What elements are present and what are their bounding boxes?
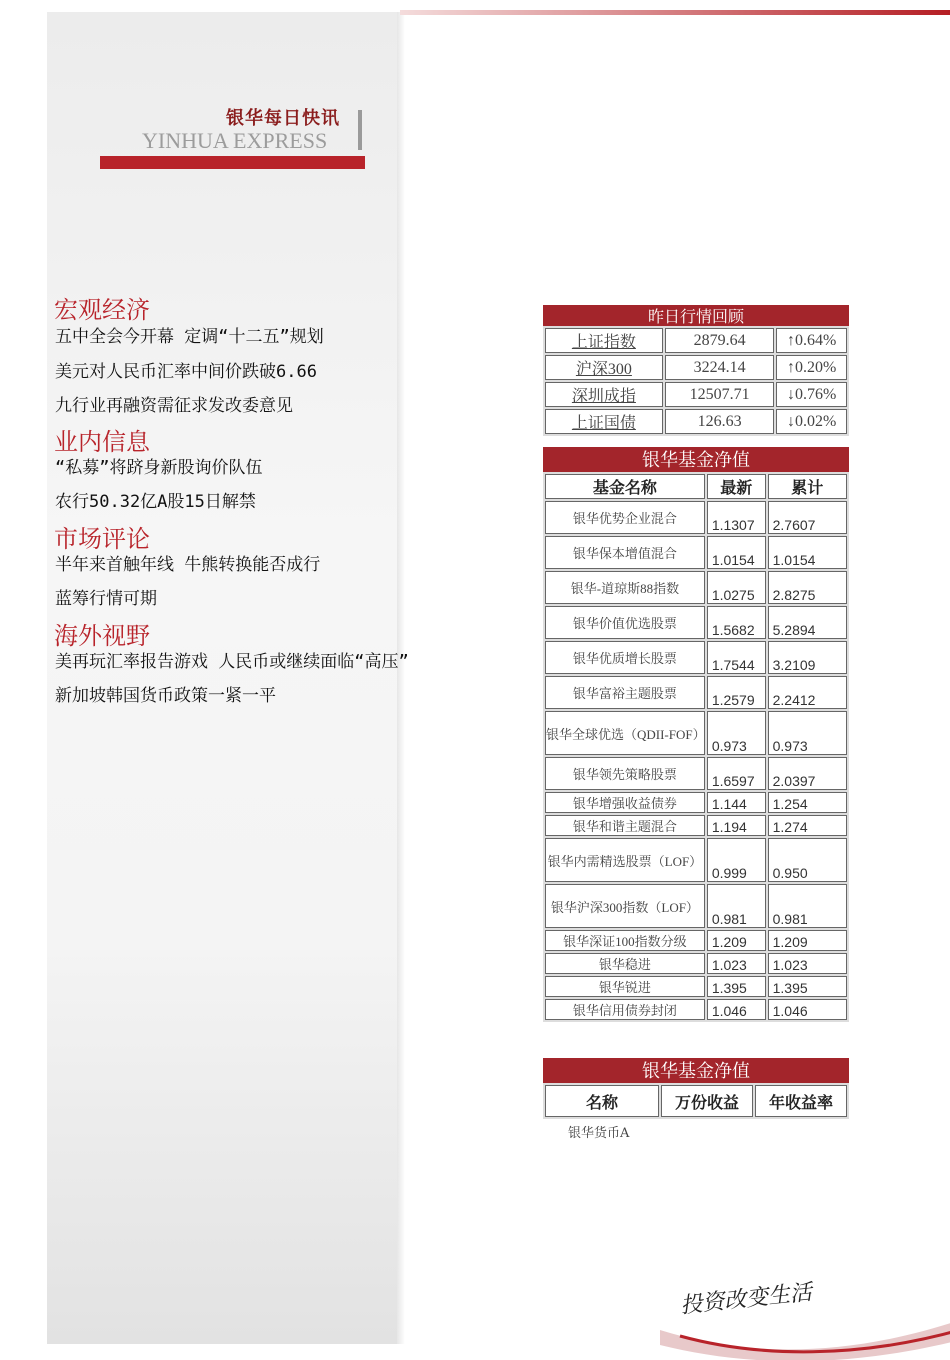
footer-slogan: 投资改变生活 — [679, 1280, 814, 1319]
fund-total: 0.973 — [768, 711, 847, 755]
table-row — [545, 884, 847, 928]
table-row — [545, 838, 847, 882]
fund-latest: 1.5682 — [707, 606, 766, 639]
fund-total: 2.7607 — [768, 501, 847, 534]
column-header: 最新 — [707, 474, 766, 499]
fund-total: 1.0154 — [768, 536, 847, 569]
news-category: 市场评论 — [54, 525, 150, 553]
fund-latest: 0.981 — [707, 884, 766, 928]
fund-name: 银华稳进 — [545, 953, 705, 974]
fund-total: 1.395 — [768, 976, 847, 997]
brand-red-bar — [100, 156, 365, 169]
fund-total: 3.2109 — [768, 641, 847, 674]
news-link[interactable]: 五中全会今开幕 定调“十二五”规划 — [55, 327, 324, 347]
table-row — [545, 606, 847, 639]
market-value: 2879.64 — [665, 328, 775, 353]
fund-latest: 1.144 — [707, 792, 766, 813]
fund-name: 银华保本增值混合 — [545, 536, 705, 569]
fund-total: 5.2894 — [768, 606, 847, 639]
fund-latest: 1.046 — [707, 999, 766, 1020]
table-row — [545, 641, 847, 674]
table-row — [545, 536, 847, 569]
column-header: 基金名称 — [545, 474, 705, 499]
fund-total: 2.8275 — [768, 571, 847, 604]
fund-name: 银华内需精选股票（LOF） — [545, 838, 705, 882]
market-table-title: 昨日行情回顾 — [543, 305, 849, 326]
market-value: 3224.14 — [665, 355, 775, 380]
table-row — [545, 953, 847, 974]
fund-total: 1.023 — [768, 953, 847, 974]
market-change: ↑0.20% — [776, 355, 847, 380]
brand-separator — [358, 110, 362, 150]
news-link[interactable]: “私募”将跻身新股询价队伍 — [55, 458, 263, 478]
table-row — [545, 711, 847, 755]
fund-name: 银华优势企业混合 — [545, 501, 705, 534]
fund-name: 银华深证100指数分级 — [545, 930, 705, 951]
news-link[interactable]: 新加坡韩国货币政策一紧一平 — [55, 686, 276, 706]
fund-name: 银华信用债券封闭 — [545, 999, 705, 1020]
fund-total: 1.046 — [768, 999, 847, 1020]
table-row — [545, 676, 847, 709]
news-link[interactable]: 蓝筹行情可期 — [55, 589, 157, 609]
fund-total: 0.981 — [768, 884, 847, 928]
market-change: ↓0.76% — [776, 382, 847, 407]
fund-name: 银华领先策略股票 — [545, 757, 705, 790]
fund-latest: 1.6597 — [707, 757, 766, 790]
fund-total: 1.254 — [768, 792, 847, 813]
column-header: 年收益率 — [755, 1085, 847, 1117]
table-row — [545, 328, 847, 353]
column-header: 万份收益 — [661, 1085, 753, 1117]
table-row — [545, 976, 847, 997]
table-row — [545, 815, 847, 836]
money-table-title: 银华基金净值 — [543, 1058, 849, 1083]
fund-table-title: 银华基金净值 — [543, 447, 849, 472]
money-fund-name: 银华货币A — [568, 1126, 630, 1141]
fund-latest: 1.395 — [707, 976, 766, 997]
column-header: 名称 — [545, 1085, 659, 1117]
fund-name: 银华富裕主题股票 — [545, 676, 705, 709]
table-row — [545, 355, 847, 380]
fund-name: 银华锐进 — [545, 976, 705, 997]
fund-latest: 1.7544 — [707, 641, 766, 674]
market-change: ↑0.64% — [776, 328, 847, 353]
fund-latest: 1.0154 — [707, 536, 766, 569]
fund-name: 银华优质增长股票 — [545, 641, 705, 674]
fund-latest: 0.999 — [707, 838, 766, 882]
column-header: 累计 — [768, 474, 847, 499]
news-category: 业内信息 — [54, 428, 150, 456]
news-link[interactable]: 美再玩汇率报告游戏 人民币或继续面临“高压” — [55, 652, 409, 672]
news-link[interactable]: 九行业再融资需征求发改委意见 — [55, 396, 293, 416]
fund-name: 银华-道琼斯88指数 — [545, 571, 705, 604]
fund-total: 2.2412 — [768, 676, 847, 709]
table-row — [545, 501, 847, 534]
fund-total: 0.950 — [768, 838, 847, 882]
fund-latest: 1.1307 — [707, 501, 766, 534]
fund-total: 1.274 — [768, 815, 847, 836]
market-name[interactable]: 上证指数 — [545, 328, 663, 353]
fund-name: 银华和谐主题混合 — [545, 815, 705, 836]
fund-name: 银华价值优选股票 — [545, 606, 705, 639]
fund-latest: 1.209 — [707, 930, 766, 951]
fund-latest: 0.973 — [707, 711, 766, 755]
news-category: 海外视野 — [54, 622, 150, 650]
fund-name: 银华全球优选（QDII-FOF） — [545, 711, 705, 755]
table-row — [545, 930, 847, 951]
panel-divider — [397, 12, 405, 1344]
fund-latest: 1.194 — [707, 815, 766, 836]
table-header-row — [545, 1085, 847, 1117]
brand-en: YINHUA EXPRESS — [142, 128, 328, 153]
news-link[interactable]: 农行50.32亿A股15日解禁 — [55, 492, 256, 512]
table-row — [545, 792, 847, 813]
table-row — [545, 382, 847, 407]
top-accent-line — [400, 10, 950, 15]
table-row — [545, 571, 847, 604]
market-change: ↓0.02% — [776, 409, 847, 434]
fund-latest: 1.2579 — [707, 676, 766, 709]
fund-name: 银华沪深300指数（LOF） — [545, 884, 705, 928]
news-link[interactable]: 美元对人民币汇率中间价跌破6.66 — [55, 362, 317, 382]
fund-name: 银华增强收益债券 — [545, 792, 705, 813]
left-panel — [47, 12, 397, 1344]
fund-latest: 1.023 — [707, 953, 766, 974]
brand-cn: 银华每日快讯 — [226, 108, 340, 129]
news-category: 宏观经济 — [54, 296, 150, 324]
market-name[interactable]: 沪深300 — [545, 355, 663, 380]
table-row — [545, 409, 847, 434]
table-header-row — [545, 474, 847, 499]
market-name[interactable]: 深圳成指 — [545, 382, 663, 407]
news-link[interactable]: 半年来首触年线 牛熊转换能否成行 — [55, 555, 321, 575]
fund-total: 2.0397 — [768, 757, 847, 790]
market-value: 12507.71 — [665, 382, 775, 407]
market-table — [543, 326, 849, 436]
fund-total: 1.209 — [768, 930, 847, 951]
money-table — [543, 1083, 849, 1119]
table-row — [545, 757, 847, 790]
table-row — [545, 999, 847, 1020]
market-value: 126.63 — [665, 409, 775, 434]
market-name[interactable]: 上证国债 — [545, 409, 663, 434]
fund-latest: 1.0275 — [707, 571, 766, 604]
fund-table — [543, 472, 849, 1022]
